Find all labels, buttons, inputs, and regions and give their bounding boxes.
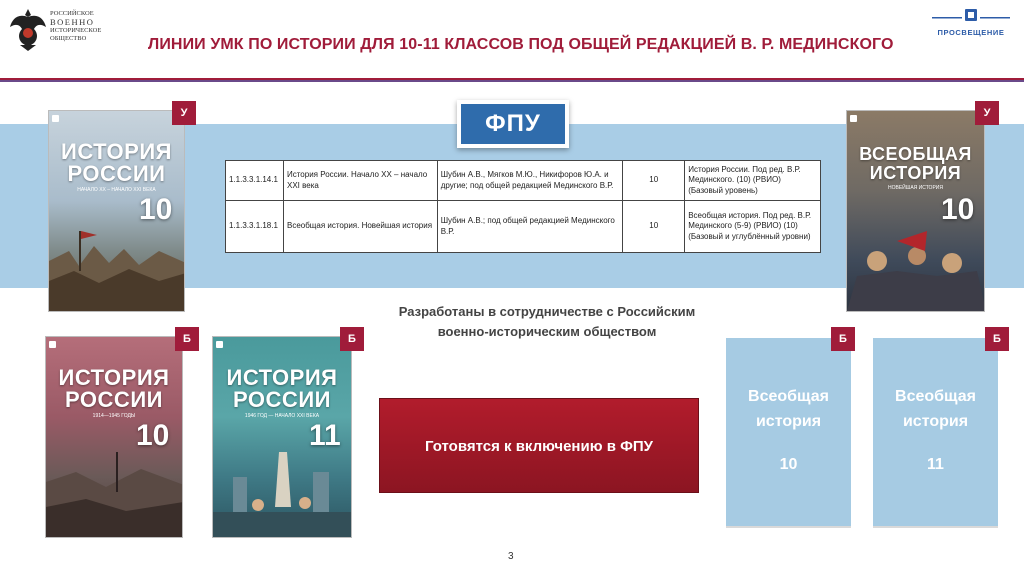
publisher-logo [932,8,1010,37]
book-title-line: ИСТОРИЯ [61,139,172,164]
cover-illustration [46,447,183,537]
book-subtitle: НАЧАЛО XX – НАЧАЛО XXI ВЕКА [77,187,156,193]
cover-illustration [49,221,185,311]
upcoming-title-line: Всеобщая [748,388,829,405]
level-badge: У [172,101,196,125]
cell-authors: Шубин А.В.; под общей редакцией Мединского В.Р. [437,201,623,253]
publisher-name: ПРОСВЕЩЕНИЕ [937,28,1005,37]
org-line: ИСТОРИЧЕСКОЕ [50,27,102,34]
publisher-mark-icon [932,8,1010,22]
cell-grade: 10 [623,161,685,201]
fpu-label-box [457,100,569,148]
level-badge: Б [831,327,855,351]
book-title [847,145,984,183]
fpu-table [225,160,821,253]
book-grade: 10 [941,193,975,226]
preparing-banner: Готовятся к включению в ФПУ [379,398,699,493]
level-badge: Б [175,327,199,351]
cell-series: Всеобщая история. Под ред. В.Р. Мединского (5-9) (РВИО) (10) (Базовый и углублённый уровни) [685,201,821,253]
cell-authors: Шубин А.В., Мягков М.Ю., Никифоров Ю.А. и другие; под общей редакцией Мединского В.Р. [437,161,623,201]
book-cover-world-history-10-advanced[interactable] [846,110,985,312]
upcoming-title-line: история [902,413,969,430]
book-title [49,141,184,185]
org-name [50,10,120,43]
fpu-label: ФПУ [461,104,565,144]
upcoming-title-line: история [755,413,822,430]
level-badge: Б [985,327,1009,351]
cell-code: 1.1.3.3.1.14.1 [226,161,284,201]
publisher-small-icon [850,115,857,122]
page-number: 3 [508,551,514,562]
book-grade: 10 [139,193,173,226]
level-badge: Б [340,327,364,351]
cell-code: 1.1.3.3.1.18.1 [226,201,284,253]
book-title-line: ВСЕОБЩАЯ [859,144,972,164]
book-subtitle: 1946 ГОД — НАЧАЛО XXI ВЕКА [244,413,320,419]
org-line: РОССИЙСКОЕ [50,10,94,17]
table-row [226,161,821,201]
book-title [213,367,351,411]
book-grade: 11 [309,419,341,452]
org-line: ОБЩЕСТВО [50,35,87,42]
upcoming-title-line: Всеобщая [895,388,976,405]
publisher-small-icon [49,341,56,348]
upcoming-grade: 10 [779,456,798,473]
eagle-emblem-icon [8,5,48,51]
book-title-line: ИСТОРИЯ [58,365,170,390]
upcoming-grade: 11 [927,456,944,473]
collaboration-note: Разработаны в сотрудничестве с Российским военно-историческим обществом [398,304,696,339]
cover-illustration [213,447,352,537]
book-title-line: РОССИИ [67,161,166,186]
cell-grade: 10 [623,201,685,253]
book-title-line: ИСТОРИЯ [869,163,962,183]
book-cover-history-russia-10-basic[interactable] [45,336,183,538]
level-badge: У [975,101,999,125]
upcoming-book-world-history-10 [726,338,851,528]
org-line: ВОЕННО [50,17,95,27]
cover-illustration [847,221,985,311]
table-row [226,201,821,253]
book-cover-history-russia-11-basic[interactable] [212,336,352,538]
publisher-small-icon [216,341,223,348]
book-title [46,367,182,411]
book-title-line: ИСТОРИЯ [226,365,338,390]
cell-title: Всеобщая история. Новейшая история [283,201,437,253]
book-subtitle: НОВЕЙШАЯ ИСТОРИЯ [888,185,943,191]
cell-series: История России. Под ред. В.Р. Мединского. (10) (РВИО) (Базовый уровень) [685,161,821,201]
book-title-line: РОССИИ [65,387,163,412]
header-divider-secondary [0,80,1024,82]
book-title-line: РОССИИ [233,387,331,412]
cell-title: История России. Начало XX – начало XXI века [283,161,437,201]
upcoming-book-world-history-11 [873,338,998,528]
book-subtitle: 1914—1945 ГОДЫ [92,413,136,419]
book-grade: 10 [136,419,170,452]
slide-title: ЛИНИИ УМК ПО ИСТОРИИ ДЛЯ 10-11 КЛАССОВ ПОД ОБЩЕЙ РЕДАКЦИЕЙ В. Р. МЕДИНСКОГО [148,36,894,53]
book-cover-history-russia-10-advanced[interactable] [48,110,185,312]
publisher-small-icon [52,115,59,122]
